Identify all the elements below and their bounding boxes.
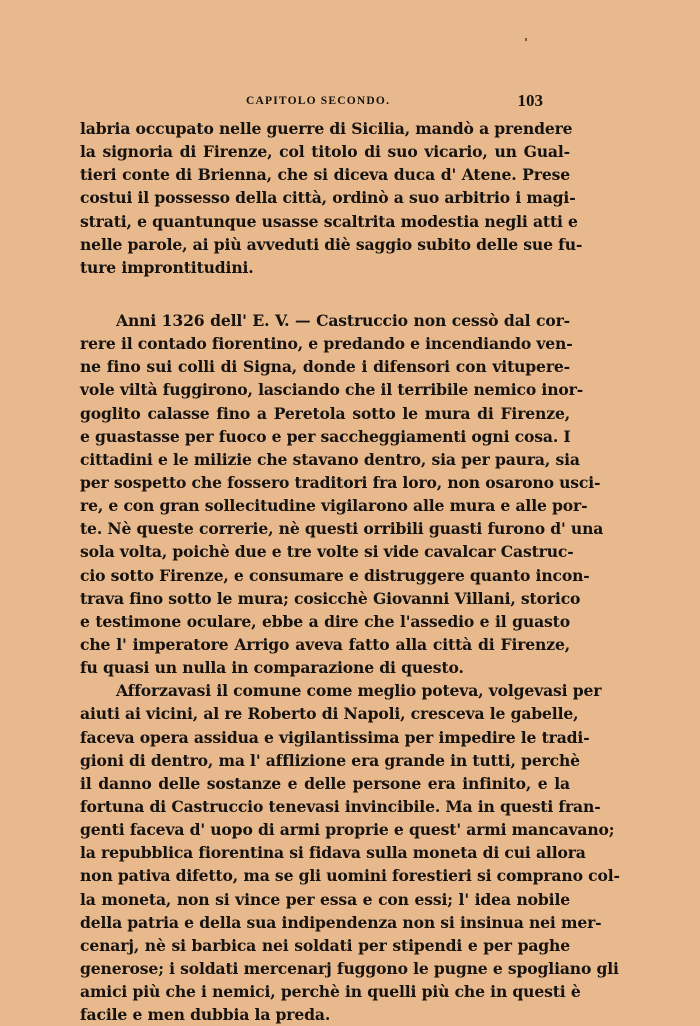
text-line: la repubblica fiorentina si fidava sulla moneta di cui allora xyxy=(80,843,586,863)
text-line: amici più che i nemici, perchè in quelli più che in questi è xyxy=(80,982,581,1002)
text-line: fortuna di Castruccio tenevasi invincibile. Ma in questi fran- xyxy=(80,796,601,816)
running-head: CAPITOLO SECONDO. xyxy=(246,95,391,107)
text-line: rere il contado fiorentino, e predando e incendiando ven- xyxy=(80,334,573,354)
text-line: costui il possesso della città, ordinò a suo arbitrio i magi- xyxy=(80,188,576,208)
text-line: della patria e della sua indipendenza non si insinua nei mer- xyxy=(80,912,602,932)
text-line: generose; i soldati mercenarj fuggono le pugne e spogliano gli xyxy=(80,958,619,978)
text-line: genti faceva d' uopo di armi proprie e quest' armi mancavano; xyxy=(80,820,615,840)
text-line: ture improntitudini. xyxy=(80,257,254,277)
text-line: ne fino sui colli di Signa, donde i difensori con vitupere- xyxy=(80,357,570,377)
text-line: tieri conte di Brienna, che si diceva duca d' Atene. Prese xyxy=(80,165,570,185)
paragraph-spacer xyxy=(80,279,570,309)
text-line: fu quasi un nulla in comparazione di questo. xyxy=(80,658,464,678)
text-line: faceva opera assidua e vigilantissima per impedire le tradi- xyxy=(80,727,590,747)
paragraph-3 xyxy=(80,679,620,1026)
text-line: per sospetto che fossero traditori fra loro, non osarono usci- xyxy=(80,472,601,492)
text-line: cittadini e le milizie che stavano dentro, sia per paura, sia xyxy=(80,449,580,469)
body-text xyxy=(80,117,620,1026)
text-line: la signoria di Firenze, col titolo di suo vicario, un Gual- xyxy=(80,142,570,162)
text-line: cenarj, nè si barbica nei soldati per stipendi e per paghe xyxy=(80,935,570,955)
text-line: facile e men dubbia la preda. xyxy=(80,1005,331,1025)
text-line: re, e con gran sollecitudine vigilarono alle mura e alle por- xyxy=(80,496,588,516)
text-line: e guastasse per fuoco e per saccheggiamenti ogni cosa. I xyxy=(80,426,571,446)
paragraph-2 xyxy=(80,309,604,679)
text-line: trava fino sotto le mura; cosicchè Giovanni Villani, storico xyxy=(80,588,581,608)
text-line: la moneta, non si vince per essa e con essi; l' idea nobile xyxy=(80,889,570,909)
text-line: vole viltà fuggirono, lasciando che il terribile nemico inor- xyxy=(80,380,584,400)
page-number: 103 xyxy=(517,91,543,110)
paragraph-1 xyxy=(80,117,583,279)
text-line: labria occupato nelle guerre di Sicilia, mandò a prendere xyxy=(80,119,573,138)
text-line: che l' imperatore Arrigo aveva fatto alla città di Firenze, xyxy=(80,634,570,654)
text-line: goglito calasse fino a Peretola sotto le mura di Firenze, xyxy=(80,403,570,423)
text-line: strati, e quantunque usasse scaltrita modestia negli atti e xyxy=(80,211,578,231)
text-line: Afforzavasi il comune come meglio poteva, volgevasi per xyxy=(116,681,602,701)
text-line: aiuti ai vicini, al re Roberto di Napoli, cresceva le gabelle, xyxy=(80,704,579,724)
text-line: te. Nè queste correrie, nè questi orribili guasti furono d' una xyxy=(80,519,604,539)
text-line: e testimone oculare, ebbe a dire che l'assedio e il guasto xyxy=(80,611,570,631)
text-line: nelle parole, ai più avveduti diè saggio subito delle sue fu- xyxy=(80,234,583,254)
text-line: Anni 1326 dell' E. V. — Castruccio non cessò dal cor- xyxy=(116,310,570,330)
text-line: il danno delle sostanze e delle persone era infinito, e la xyxy=(80,773,570,793)
paper-speck xyxy=(525,38,527,41)
text-line: gioni di dentro, ma l' afflizione era grande in tutti, perchè xyxy=(80,750,580,770)
text-line: sola volta, poichè due e tre volte si vide cavalcar Castruc- xyxy=(80,542,574,562)
text-line: non pativa difetto, ma se gli uomini forestieri si comprano col- xyxy=(80,866,620,886)
text-line: cio sotto Firenze, e consumare e distruggere quanto incon- xyxy=(80,565,590,585)
page-header xyxy=(80,93,550,115)
